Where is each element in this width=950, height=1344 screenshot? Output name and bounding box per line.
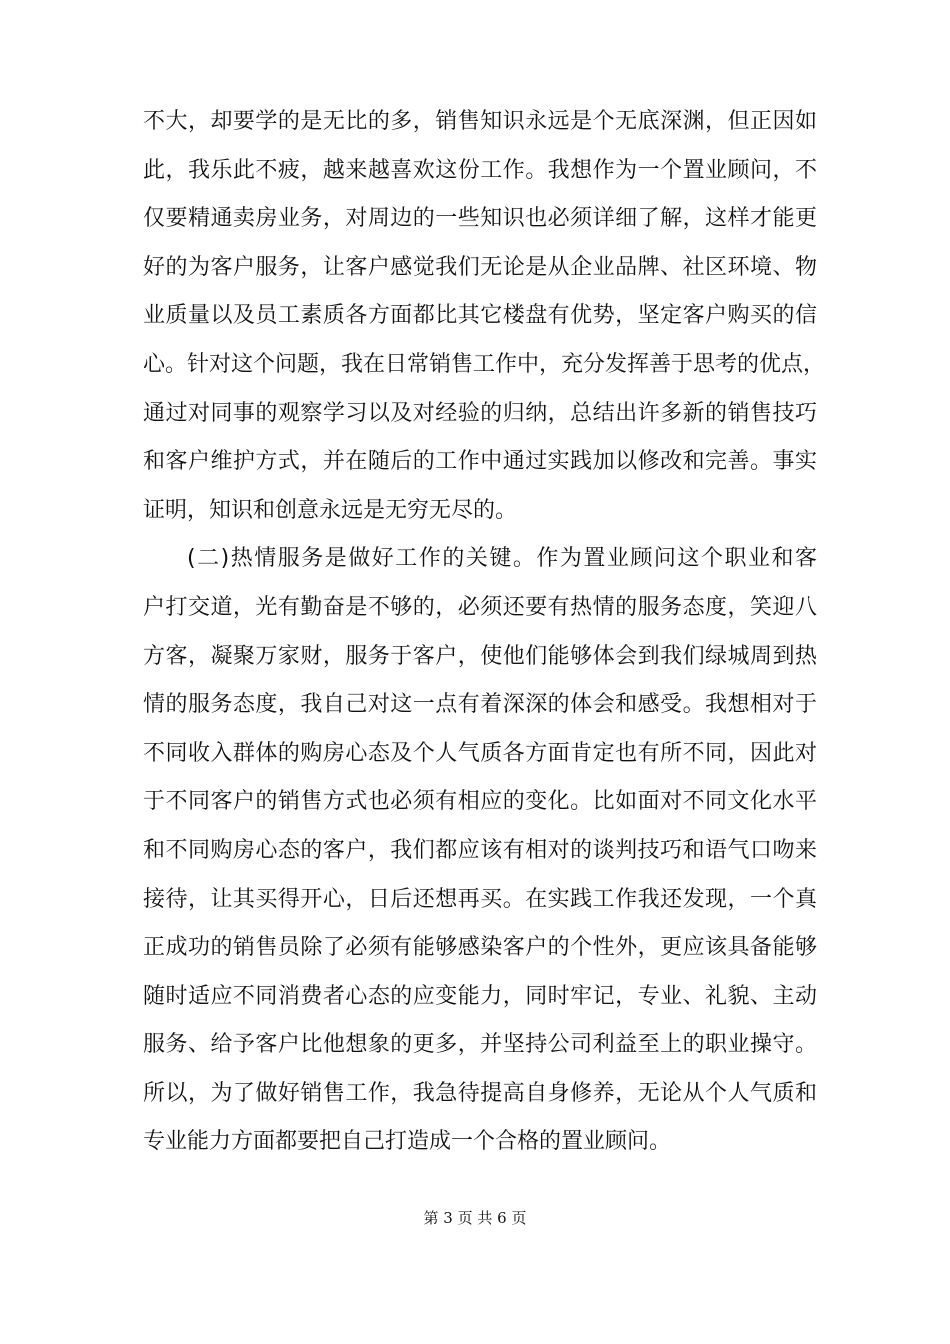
paragraph-2-line-2: 户打交道，光有勤奋是不够的，必须还要有热情的服务态度，笑迎八	[143, 594, 817, 620]
paragraph-1-line-5: 业质量以及员工素质各方面都比其它楼盘有优势，坚定客户购买的信	[143, 303, 817, 329]
paragraph-1-line-9: 证明，知识和创意永远是无穷无尽的。	[143, 497, 518, 523]
paragraph-2-line-4: 情的服务态度，我自己对这一点有着深深的体会和感受。我想相对于	[143, 692, 817, 718]
page-footer	[0, 1208, 950, 1228]
paragraph-2-line-9: 正成功的销售员除了必须有能够感染客户的个性外，更应该具备能够	[143, 935, 817, 961]
paragraph-2-line-7: 和不同购房心态的客户，我们都应该有相对的谈判技巧和语气口吻来	[143, 837, 817, 863]
paragraph-2-line-6: 于不同客户的销售方式也必须有相应的变化。比如面对不同文化水平	[143, 789, 817, 815]
paragraph-1-line-8: 和客户维护方式，并在随后的工作中通过实践加以修改和完善。事实	[143, 449, 817, 475]
paragraph-2-line-1: (二)热情服务是做好工作的关键。作为置业顾问这个职业和客	[187, 546, 817, 572]
paragraph-2-line-8: 接待，让其买得开心，日后还想再买。在实践工作我还发现，一个真	[143, 886, 817, 912]
paragraph-1-line-7: 通过对同事的观察学习以及对经验的归纳，总结出许多新的销售技巧	[143, 400, 817, 426]
paragraph-1-line-1: 不大，却要学的是无比的多，销售知识永远是个无底深渊，但正因如	[143, 109, 817, 134]
paragraph-2-line-12: 所以，为了做好销售工作，我急待提高自身修养，无论从个人气质和	[143, 1080, 817, 1106]
paragraph-2-line-10: 随时适应不同消费者心态的应变能力，同时牢记，专业、礼貌、主动	[143, 983, 817, 1009]
document-body	[143, 98, 826, 1167]
paragraph-1-line-2: 此，我乐此不疲，越来越喜欢这份工作。我想作为一个置业顾问，不	[143, 157, 817, 183]
page-number-label: 第 3 页 共 6 页	[423, 1209, 527, 1227]
paragraph-2-line-13: 专业能力方面都要把自己打造成一个合格的置业顾问。	[143, 1129, 672, 1155]
paragraph-1-line-6: 心。针对这个问题，我在日常销售工作中，充分发挥善于思考的优点，	[143, 351, 826, 377]
paragraph-1-line-4: 好的为客户服务，让客户感觉我们无论是从企业品牌、社区环境、物	[143, 254, 817, 280]
paragraph-2-line-5: 不同收入群体的购房心态及个人气质各方面肯定也有所不同，因此对	[143, 740, 817, 766]
paragraph-2-line-3: 方客，凝聚万家财，服务于客户，使他们能够体会到我们绿城周到热	[143, 643, 817, 669]
paragraph-1-line-3: 仅要精通卖房业务，对周边的一些知识也必须详细了解，这样才能更	[143, 206, 817, 232]
paragraph-2-line-11: 服务、给予客户比他想象的更多，并坚持公司利益至上的职业操守。	[143, 1032, 817, 1058]
